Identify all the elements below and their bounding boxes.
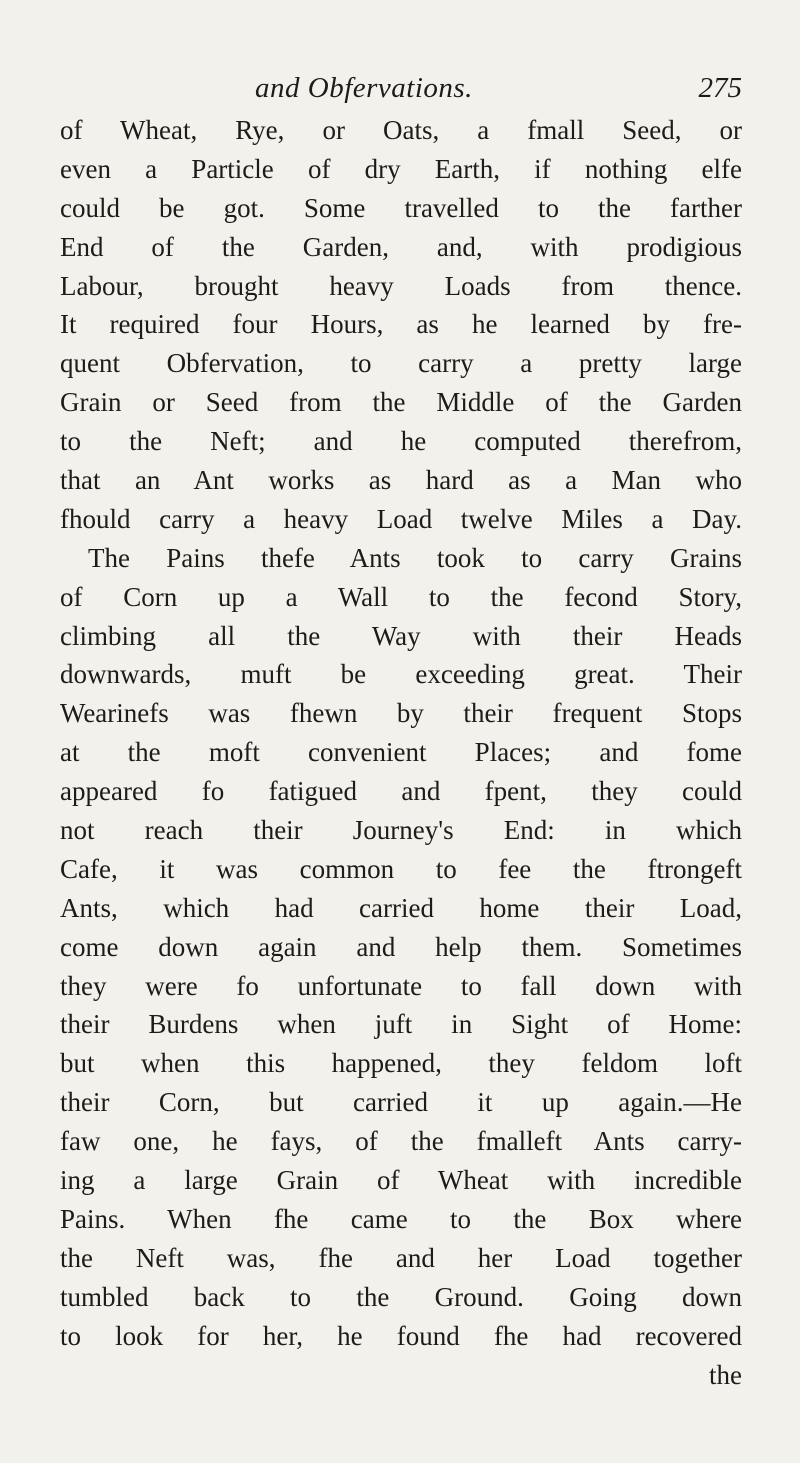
text-line: appeared fo fatigued and fpent, they could: [60, 776, 742, 807]
text-line: ing a large Grain of Wheat with incredible: [60, 1165, 742, 1196]
text-line: Pains. When fhe came to the Box where: [60, 1203, 742, 1234]
text-line: climbing all the Way with their Heads: [60, 620, 742, 651]
text-line: of Wheat, Rye, or Oats, a fmall Seed, or: [60, 115, 742, 145]
page-number: 275: [698, 72, 742, 104]
text-line: but when this happened, they feldom loft: [60, 1048, 742, 1079]
text-line: could be got. Some travelled to the farther: [60, 192, 742, 223]
text-line: at the moft convenient Places; and fome: [60, 737, 742, 768]
text-line: downwards, muft be exceeding great. Their: [60, 659, 742, 690]
text-line: faw one, he fays, of the fmalleft Ants carry-: [60, 1126, 742, 1157]
text-line: It required four Hours, as he learned by fre-: [60, 309, 742, 340]
running-title: and Obfervations.: [255, 72, 473, 104]
text-line: they were fo unfortunate to fall down with: [60, 970, 742, 1001]
paragraph-start-line: The Pains thefe Ants took to carry Grains: [88, 542, 742, 573]
text-line: Ants, which had carried home their Load,: [60, 892, 742, 923]
text-line: End of the Garden, and, with prodigious: [60, 231, 742, 262]
page-header: [60, 72, 742, 112]
text-line: tumbled back to the Ground. Going down: [60, 1281, 742, 1312]
text-line: that an Ant works as hard as a Man who: [60, 465, 742, 496]
text-line: not reach their Journey's End: in which: [60, 815, 742, 846]
text-line: their Corn, but carried it up again.—He: [60, 1087, 742, 1118]
text-line: the Neft was, fhe and her Load together: [60, 1242, 742, 1273]
text-line: their Burdens when juft in Sight of Home:: [60, 1009, 742, 1040]
text-line: Cafe, it was common to fee the ftrongeft: [60, 853, 742, 884]
text-line: even a Particle of dry Earth, if nothing elfe: [60, 153, 742, 184]
text-line: quent Obfervation, to carry a pretty large: [60, 348, 742, 379]
catchword: the: [709, 1359, 742, 1390]
text-line: Labour, brought heavy Loads from thence.: [60, 270, 742, 301]
text-line: Wearinefs was fhewn by their frequent Stops: [60, 698, 742, 729]
text-line: come down again and help them. Sometimes: [60, 931, 742, 962]
text-line: Grain or Seed from the Middle of the Garden: [60, 387, 742, 418]
text-line: to look for her, he found fhe had recovered: [60, 1320, 742, 1351]
text-line: to the Neft; and he computed therefrom,: [60, 426, 742, 457]
body-text: [60, 111, 742, 1394]
text-line: fhould carry a heavy Load twelve Miles a Day.: [60, 503, 742, 534]
text-line: of Corn up a Wall to the fecond Story,: [60, 581, 742, 612]
